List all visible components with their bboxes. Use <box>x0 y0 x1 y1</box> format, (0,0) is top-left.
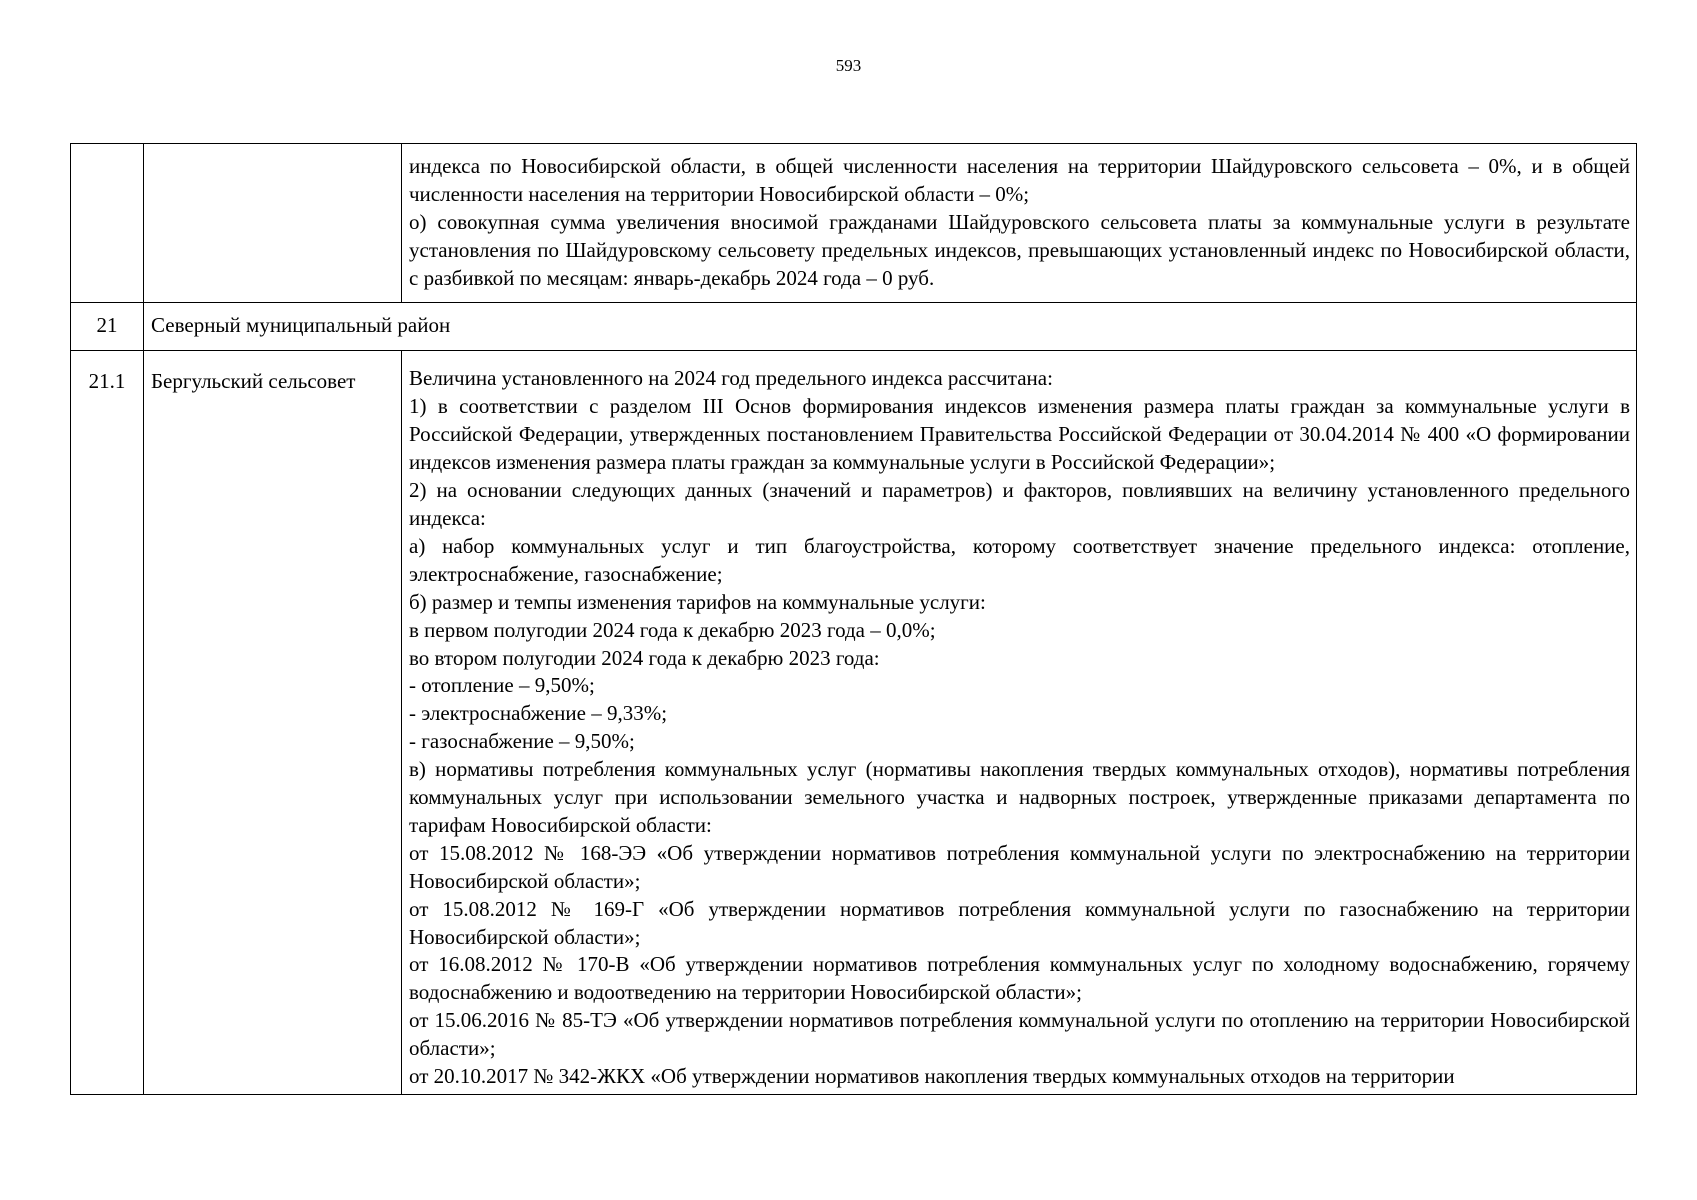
paragraph: - отопление – 9,50%; <box>409 673 595 698</box>
paragraph: 1) в соответствии с разделом III Основ формирования индексов изменения размера платы граждан за коммунальные услуги в Российской Федерации, утвержденных постановлением Правительства Российской Федерации от 30.04.2014 № 400 «О формировании индексов изменения размера платы граждан за коммунальные услуги в Российской Федерации»; <box>409 394 1630 475</box>
region-name-cell: Северный муниципальный район <box>144 302 1637 351</box>
paragraph: - электроснабжение – 9,33%; <box>409 701 668 726</box>
row-number-cell: 21.1 <box>71 351 144 1095</box>
row-name-cell <box>144 144 402 303</box>
paragraph: от 15.08.2012 № 169-Г «Об утверждении нормативов потребления коммунальной услуги по газоснабжению на территории Новосибирской области»; <box>409 896 1630 949</box>
paragraph: от 15.08.2012 № 168-ЭЭ «Об утверждении нормативов потребления коммунальной услуги по электроснабжению на территории Новосибирской области»; <box>409 840 1630 893</box>
paragraph: а) набор коммунальных услуг и тип благоустройства, которому соответствует значение предельного индекса: отопление, электроснабжение, газоснабжение; <box>409 533 1630 586</box>
paragraph: 2) на основании следующих данных (значений и параметров) и факторов, повлиявших на величину установленного предельного индекса: <box>409 478 1630 530</box>
paragraph: в) нормативы потребления коммунальных услуг (нормативы накопления твердых коммунальных отходов), нормативы потребления коммунальных услуг при использовании земельного участка и надворных построек, утвержденные приказами департамента по тарифам Новосибирской области: <box>409 757 1630 837</box>
paragraph: от 15.06.2016 № 85-ТЭ «Об утверждении нормативов потребления коммунальной услуги по отоплению на территории Новосибирской области»; <box>409 1008 1630 1061</box>
paragraph: Величина установленного на 2024 год предельного индекса рассчитана: <box>409 366 1053 391</box>
paragraph: - газоснабжение – 9,50%; <box>409 729 635 754</box>
paragraph: о) совокупная сумма увеличения вносимой гражданами Шайдуровского сельсовета платы за коммунальные услуги в результате установления по Шайдуровскому сельсовету предельных индексов, превышающих установленный индекс по Новосибирской области, с разбивкой по месяцам: январь-декабрь 2024 года – 0 руб. <box>409 209 1630 290</box>
table-row-region <box>71 302 1637 351</box>
row-content-cell <box>402 351 1637 1095</box>
paragraph: во втором полугодии 2024 года к декабрю 2023 года: <box>409 645 880 670</box>
paragraph: от 16.08.2012 № 170-В «Об утверждении нормативов потребления коммунальных услуг по холодному водоснабжению, горячему водоснабжению и водоотведению на территории Новосибирской области»; <box>409 952 1630 1005</box>
row-content-cell <box>402 144 1637 303</box>
row-number-cell <box>71 144 144 303</box>
table-row-settlement <box>71 351 1637 1095</box>
paragraph: в первом полугодии 2024 года к декабрю 2023 года – 0,0%; <box>409 617 936 642</box>
paragraph: от 20.10.2017 № 342-ЖКХ «Об утверждении нормативов накопления твердых коммунальных отходов на территории <box>409 1064 1455 1089</box>
paragraph: б) размер и темпы изменения тарифов на коммунальные услуги: <box>409 589 986 614</box>
document-table <box>70 143 1637 1095</box>
page-number: 593 <box>835 56 862 75</box>
paragraph: индекса по Новосибирской области, в общей численности населения на территории Шайдуровского сельсовета – 0%, и в общей численности населения на территории Новосибирской области – 0%; <box>409 154 1630 206</box>
settlement-name-cell: Бергульский сельсовет <box>144 351 402 1095</box>
table-row-continuation <box>71 144 1637 303</box>
row-number-cell: 21 <box>71 302 144 351</box>
